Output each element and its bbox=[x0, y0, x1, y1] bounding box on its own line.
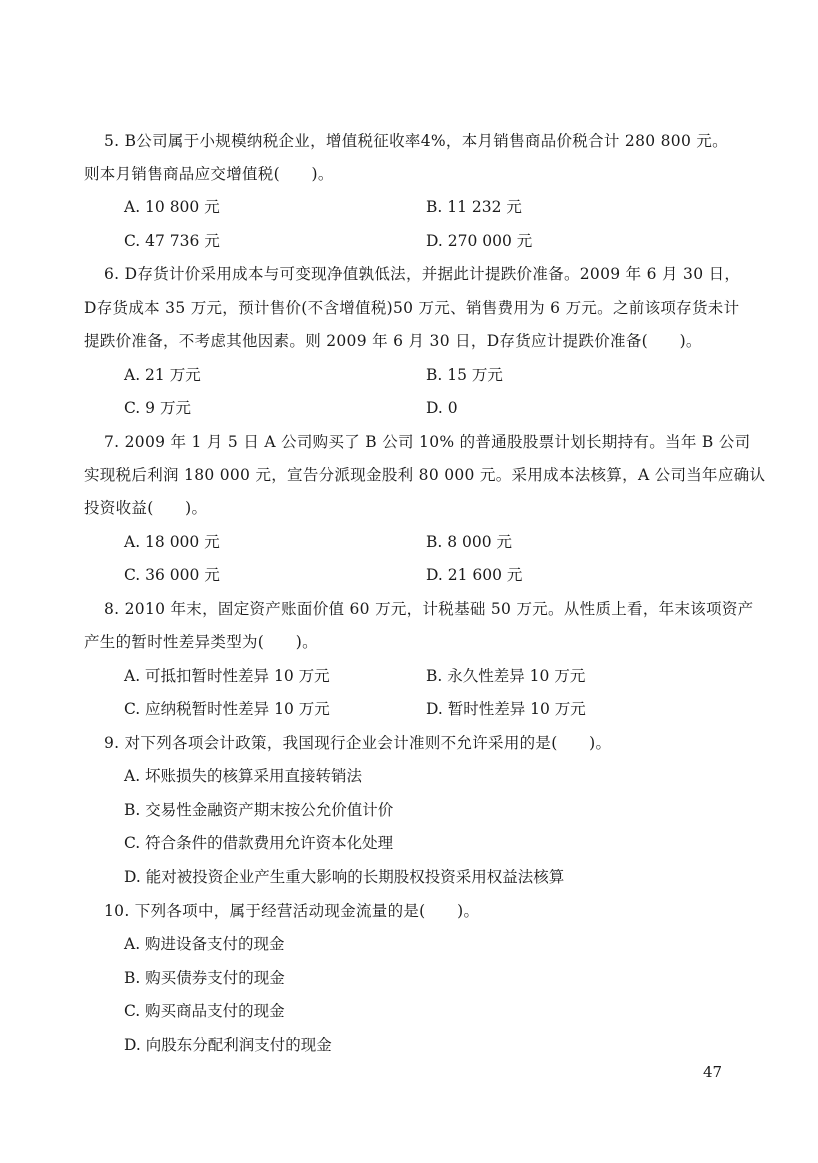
q10-option-b: B. 购买债券支付的现金 bbox=[124, 969, 285, 987]
q5-stem-line-2: 则本月销售商品应交增值税( )。 bbox=[84, 165, 334, 183]
q5-option-c: C. 47 736 元 bbox=[124, 232, 220, 250]
q7-stem-line-3: 投资收益( )。 bbox=[84, 499, 208, 517]
q10-option-c: C. 购买商品支付的现金 bbox=[124, 1002, 285, 1020]
q9-stem: 9. 对下列各项会计政策，我国现行企业会计准则不允许采用的是( )。 bbox=[104, 734, 612, 752]
q5-stem-line-1: 5. B公司属于小规模纳税企业，增值税征收率4%，本月销售商品价税合计 280 800 元。 bbox=[104, 132, 728, 150]
q6-option-b: B. 15 万元 bbox=[426, 366, 503, 384]
q6-option-c: C. 9 万元 bbox=[124, 399, 191, 417]
q5-option-b: B. 11 232 元 bbox=[426, 198, 522, 216]
q8-option-d: D. 暂时性差异 10 万元 bbox=[426, 700, 586, 718]
q8-option-c: C. 应纳税暂时性差异 10 万元 bbox=[124, 700, 330, 718]
q6-stem-line-2: D存货成本 35 万元，预计售价(不含增值税)50 万元、销售费用为 6 万元。之前该项存货未计 bbox=[84, 299, 740, 317]
q7-option-b: B. 8 000 元 bbox=[426, 533, 513, 551]
q5-option-a: A. 10 800 元 bbox=[124, 198, 220, 216]
q7-option-d: D. 21 600 元 bbox=[426, 566, 523, 584]
q7-stem-line-1: 7. 2009 年 1 月 5 日 A 公司购买了 B 公司 10% 的普通股股票计划长期持有。当年 B 公司 bbox=[104, 433, 751, 451]
q9-option-d: D. 能对被投资企业产生重大影响的长期股权投资采用权益法核算 bbox=[124, 868, 565, 886]
q7-option-c: C. 36 000 元 bbox=[124, 566, 220, 584]
q9-option-a: A. 坏账损失的核算采用直接转销法 bbox=[124, 767, 363, 785]
q7-stem-line-2: 实现税后利润 180 000 元，宣告分派现金股利 80 000 元。采用成本法核算，A 公司当年应确认 bbox=[84, 466, 766, 484]
q8-option-a: A. 可抵扣暂时性差异 10 万元 bbox=[124, 667, 330, 685]
q8-option-b: B. 永久性差异 10 万元 bbox=[426, 667, 586, 685]
q10-option-a: A. 购进设备支付的现金 bbox=[124, 935, 285, 953]
q8-stem-line-1: 8. 2010 年末，固定资产账面价值 60 万元，计税基础 50 万元。从性质上看，年末该项资产 bbox=[104, 600, 754, 618]
q10-option-d: D. 向股东分配利润支付的现金 bbox=[124, 1036, 332, 1054]
q5-option-d: D. 270 000 元 bbox=[426, 232, 533, 250]
q9-option-b: B. 交易性金融资产期末按公允价值计价 bbox=[124, 801, 394, 819]
q6-option-d: D. 0 bbox=[426, 399, 458, 417]
q10-stem: 10. 下列各项中，属于经营活动现金流量的是( )。 bbox=[104, 902, 480, 920]
q7-option-a: A. 18 000 元 bbox=[124, 533, 220, 551]
q8-stem-line-2: 产生的暂时性差异类型为( )。 bbox=[84, 633, 318, 651]
page-number: 47 bbox=[703, 1063, 723, 1081]
q6-option-a: A. 21 万元 bbox=[124, 366, 201, 384]
q6-stem-line-3: 提跌价准备，不考虑其他因素。则 2009 年 6 月 30 日，D存货应计提跌价准备( )。 bbox=[84, 332, 702, 350]
q9-option-c: C. 符合条件的借款费用允许资本化处理 bbox=[124, 834, 394, 852]
q6-stem-line-1: 6. D存货计价采用成本与可变现净值孰低法，并据此计提跌价准备。2009 年 6 月 30 日， bbox=[104, 265, 741, 283]
